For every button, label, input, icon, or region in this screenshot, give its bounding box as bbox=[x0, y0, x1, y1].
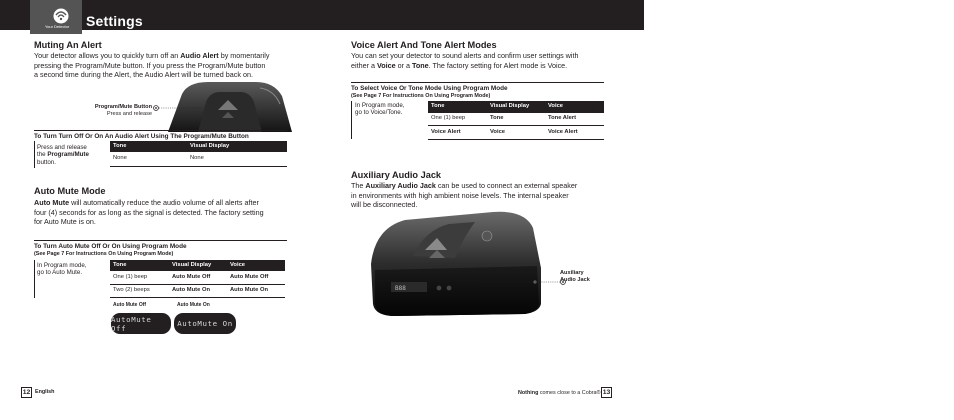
table-border bbox=[34, 260, 35, 298]
table-row: One (1) beep Tone Tone Alert bbox=[428, 114, 604, 126]
aux-jack-body: The Auxiliary Audio Jack can be used to connect an external speaker in environments with high ambient noise levels. The internal speaker will be disconnected. bbox=[351, 181, 578, 210]
table-row: Voice Alert Voice Voice Alert bbox=[428, 127, 604, 140]
mute-table-heading: To Turn Turn Off Or On An Audio Alert Using The Program/Mute Button bbox=[34, 130, 287, 140]
footer-language: English bbox=[35, 389, 55, 395]
lcd-display-on: AutoMute On bbox=[174, 313, 236, 334]
auto-mute-body: Auto Mute will automatically reduce the audio volume of all alerts after four (4) seconds for as long as the signal is detected. The factory setting for Auto Mute is on. bbox=[34, 198, 264, 227]
lcd-on-label: Auto Mute On bbox=[177, 302, 210, 308]
muting-alert-title: Muting An Alert bbox=[34, 40, 102, 50]
table-row: One (1) beep Auto Mute Off Auto Mute Off bbox=[110, 273, 285, 285]
detector-side-image bbox=[365, 208, 545, 318]
voice-table-header-row: Tone Visual Display Voice bbox=[428, 101, 604, 113]
table-border bbox=[351, 101, 352, 139]
aux-jack-callout: Auxiliary Audio Jack bbox=[560, 270, 590, 283]
col-visual-display: Visual Display bbox=[190, 143, 230, 149]
auto-mute-table-instruction: In Program mode, go to Auto Mute. bbox=[37, 262, 87, 277]
detector-logo-icon bbox=[50, 6, 72, 24]
callout-pointer-icon bbox=[152, 104, 204, 112]
callout-pointer-icon bbox=[480, 276, 568, 286]
mute-table-header-row bbox=[110, 141, 287, 152]
lcd-off-label: Auto Mute Off bbox=[113, 302, 147, 308]
table-row: Two (2) beeps Auto Mute On Auto Mute On bbox=[110, 286, 285, 298]
page-title: Settings bbox=[86, 13, 143, 29]
table-row: None None bbox=[110, 154, 287, 167]
page-number-right: 13 bbox=[602, 389, 611, 396]
voice-alert-title: Voice Alert And Tone Alert Modes bbox=[351, 40, 497, 50]
footer-tagline: Nothing comes close to a Cobra® bbox=[518, 390, 601, 396]
voice-table-instruction: In Program mode, go to Voice/Tone. bbox=[355, 102, 405, 117]
col-tone: Tone bbox=[113, 143, 127, 149]
svg-text:B88: B88 bbox=[395, 285, 406, 292]
aux-jack-title: Auxiliary Audio Jack bbox=[351, 170, 442, 180]
mute-table-instruction: Press and release the Program/Mute button. bbox=[37, 144, 89, 166]
page-number-left: 12 bbox=[22, 389, 31, 396]
auto-mute-table-heading: To Turn Auto Mute Off Or On Using Program Mode (See Page 7 For Instructions On Using Program Mode) bbox=[34, 240, 287, 257]
voice-table-heading: To Select Voice Or Tone Mode Using Program Mode (See Page 7 For Instructions On Using Program Mode) bbox=[351, 82, 604, 99]
program-mute-callout: Program/Mute Button Press and release bbox=[94, 104, 152, 117]
voice-alert-body: You can set your detector to sound alerts and confirm user settings with either a Voice or a Tone. The factory setting for Alert mode is Voice. bbox=[351, 51, 579, 70]
table-border bbox=[34, 141, 35, 168]
header-tab-label: Your Detector bbox=[44, 24, 70, 29]
auto-mute-table-header-row: Tone Visual Display Voice bbox=[110, 260, 285, 271]
lcd-display-off: AutoMute Off bbox=[111, 313, 171, 334]
muting-alert-body: Your detector allows you to quickly turn off an Audio Alert by momentarily pressing the Program/Mute button. If you press the Program/Mute button a second time during the Alert, the Audio Alert will be turned back on. bbox=[34, 51, 270, 80]
auto-mute-title: Auto Mute Mode bbox=[34, 186, 106, 196]
